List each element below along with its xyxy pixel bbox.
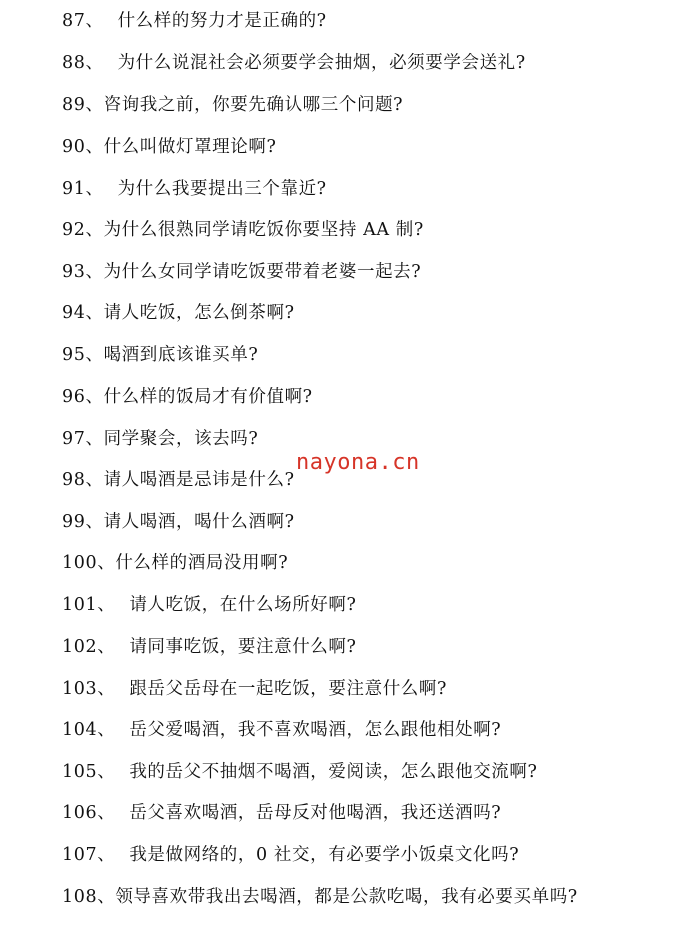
- question-item: [62, 590, 357, 620]
- question-number: 88、: [62, 53, 104, 73]
- question-text: 请同事吃饭，要注意什么啊?: [129, 637, 357, 657]
- question-number: 94、: [62, 303, 104, 323]
- question-item: [62, 298, 295, 328]
- question-item: [62, 632, 357, 662]
- question-text: 什么叫做灯罩理论啊?: [103, 137, 277, 157]
- question-number: 107、: [62, 845, 116, 865]
- question-number: 108、: [62, 887, 116, 907]
- question-number: 104、: [62, 720, 116, 740]
- question-item: [62, 674, 447, 704]
- question-number: 105、: [62, 762, 116, 782]
- question-number: 95、: [62, 345, 104, 365]
- question-item: [62, 257, 421, 287]
- question-number: 87、: [62, 11, 104, 31]
- question-item: [62, 882, 578, 912]
- question-number: 98、: [62, 470, 104, 490]
- question-text: 岳父喜欢喝酒，岳母反对他喝酒，我还送酒吗?: [129, 803, 502, 823]
- question-text: 请人喝酒，喝什么酒啊?: [103, 512, 295, 532]
- question-text: 请人喝酒是忌讳是什么?: [103, 470, 295, 490]
- question-item: [62, 798, 501, 828]
- question-text: 为什么女同学请吃饭要带着老婆一起去?: [103, 262, 422, 282]
- question-item: [62, 382, 313, 412]
- question-number: 100、: [62, 553, 116, 573]
- question-item: [62, 174, 327, 204]
- question-text: 请人吃饭，在什么场所好啊?: [129, 595, 357, 615]
- question-item: [62, 90, 403, 120]
- question-number: 90、: [62, 137, 104, 157]
- question-text: 为什么很熟同学请吃饭你要坚持 AA 制?: [103, 220, 424, 240]
- question-text: 同学聚会，该去吗?: [103, 429, 259, 449]
- question-text: 咨询我之前，你要先确认哪三个问题?: [103, 95, 404, 115]
- question-item: [62, 465, 295, 495]
- question-text: 喝酒到底该谁买单?: [103, 345, 259, 365]
- question-item: [62, 48, 526, 78]
- question-item: [62, 132, 276, 162]
- question-item: [62, 548, 288, 578]
- question-number: 97、: [62, 429, 104, 449]
- question-number: 102、: [62, 637, 116, 657]
- question-item: [62, 840, 519, 870]
- question-text: 岳父爱喝酒，我不喜欢喝酒，怎么跟他相处啊?: [129, 720, 502, 740]
- question-text: 跟岳父岳母在一起吃饭，要注意什么啊?: [129, 679, 447, 699]
- question-number: 96、: [62, 387, 104, 407]
- question-item: [62, 215, 424, 245]
- question-number: 99、: [62, 512, 104, 532]
- question-number: 89、: [62, 95, 104, 115]
- question-number: 103、: [62, 679, 116, 699]
- question-text: 我是做网络的，0 社交，有必要学小饭桌文化吗?: [129, 845, 520, 865]
- question-number: 91、: [62, 179, 104, 199]
- question-number: 92、: [62, 220, 104, 240]
- question-item: [62, 507, 295, 537]
- question-text: 请人吃饭，怎么倒茶啊?: [103, 303, 295, 323]
- watermark: nayona.cn: [296, 450, 420, 475]
- question-text: 什么样的努力才是正确的?: [117, 11, 327, 31]
- question-number: 106、: [62, 803, 116, 823]
- question-text: 为什么说混社会必须要学会抽烟，必须要学会送礼?: [117, 53, 526, 73]
- question-text: 为什么我要提出三个靠近?: [117, 179, 327, 199]
- question-item: [62, 6, 327, 36]
- question-item: [62, 424, 258, 454]
- question-text: 什么样的酒局没用啊?: [115, 553, 289, 573]
- question-item: [62, 757, 538, 787]
- question-text: 领导喜欢带我出去喝酒，都是公款吃喝，我有必要买单吗?: [115, 887, 578, 907]
- question-number: 93、: [62, 262, 104, 282]
- question-text: 我的岳父不抽烟不喝酒，爱阅读，怎么跟他交流啊?: [129, 762, 538, 782]
- question-number: 101、: [62, 595, 116, 615]
- question-item: [62, 340, 258, 370]
- question-text: 什么样的饭局才有价值啊?: [103, 387, 313, 407]
- question-item: [62, 715, 501, 745]
